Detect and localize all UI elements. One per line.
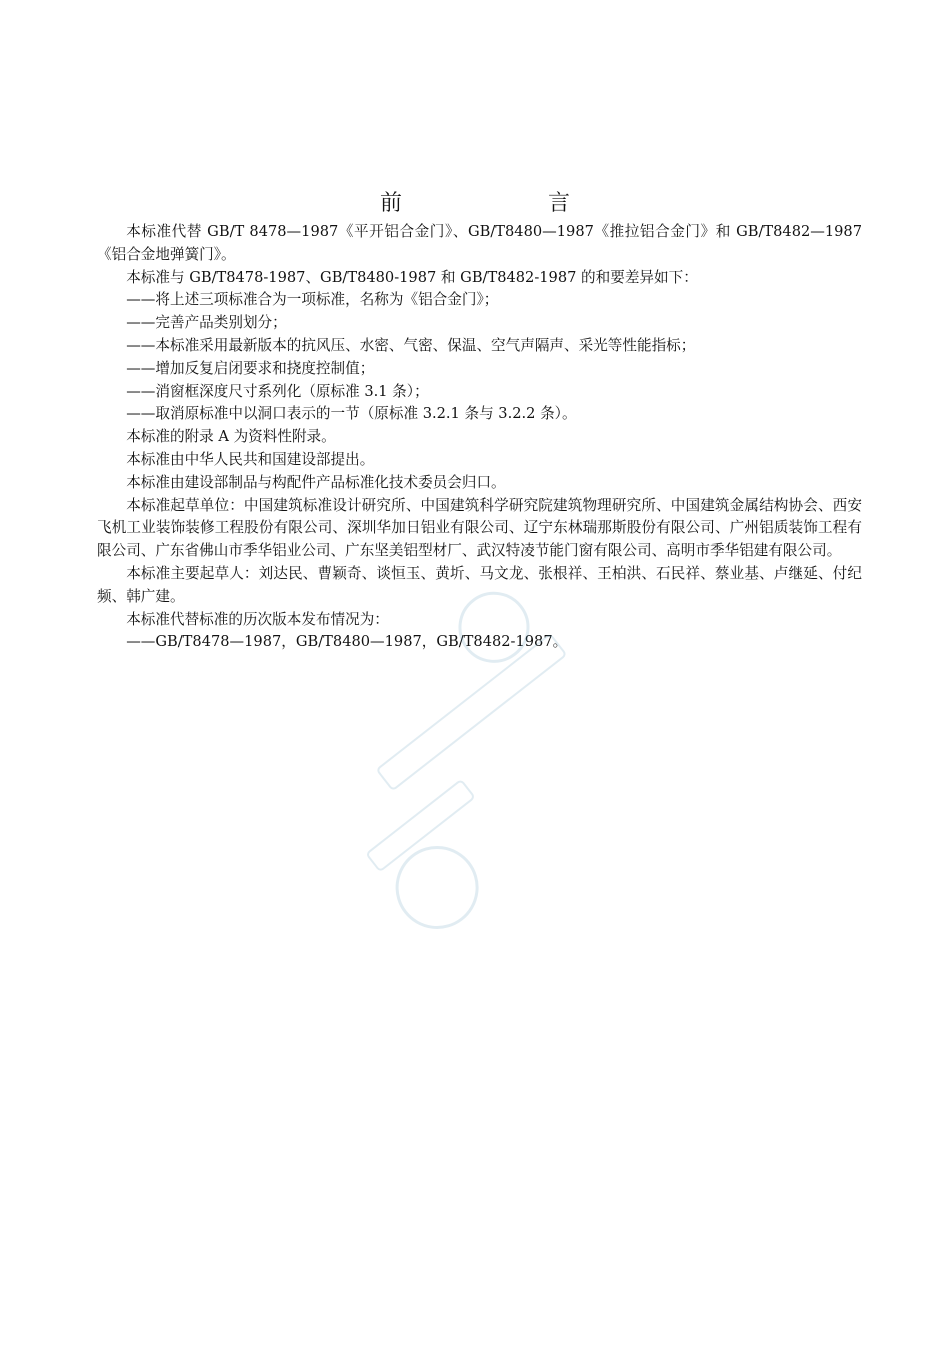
paragraph-drafters: 本标准主要起草人：刘达民、曹颖奇、谈恒玉、黄圻、马文龙、张根祥、王柏洪、石民祥、蔡业基、卢继延、付纪频、韩广建。 [97,564,862,605]
page-title: 前 言 [379,191,632,216]
paragraph-replaced-standards: 本标准代替 GB/T 8478—1987《平开铝合金门》、GB/T8480—1987《推拉铝合金门》和 GB/T8482—1987《铝合金地弹簧门》。 [97,223,862,263]
list-item-classification: ——完善产品类别划分； [126,314,287,332]
list-item-merge: ——将上述三项标准合为一项标准，名称为《铝合金门》； [126,291,499,309]
list-item-frame-depth: ——消窗框深度尺寸系列化（原标准 3.1 条）； [126,382,429,400]
paragraph-appendix: 本标准的附录 A 为资料性附录。 [126,428,336,446]
paragraph-proposed-by: 本标准由中华人民共和国建设部提出。 [126,450,375,468]
paragraph-differences-intro: 本标准与 GB/T8478-1987、GB/T8480-1987 和 GB/T8482-1987 的和要差异如下： [126,268,698,286]
document-body [97,221,862,654]
list-item-opening: ——取消原标准中以洞口表示的一节（原标准 3.2.1 条与 3.2.2 条）。 [126,405,577,423]
list-item-performance: ——本标准采用最新版本的抗风压、水密、气密、保温、空气声隔声、采光等性能指标； [126,336,696,354]
paragraph-history-intro: 本标准代替标准的历次版本发布情况为： [126,610,389,628]
paragraph-drafting-units: 本标准起草单位：中国建筑标准设计研究所、中国建筑科学研究院建筑物理研究所、中国建筑金属结构协会、西安飞机工业装饰装修工程股份有限公司、深圳华加日铝业有限公司、辽宁东林瑞那斯股份有限公司、广州铝质装饰工程有限公司、广东省佛山市季华铝业公司、广东坚美铝型材厂、武汉特凌节能门窗有限公司、高明市季华铝建有限公司。 [97,496,862,560]
list-item-deflection: ——增加反复启闭要求和挠度控制值； [126,359,375,377]
paragraph-centralized-by: 本标准由建设部制品与构配件产品标准化技术委员会归口。 [126,473,506,491]
list-item-history: ——GB/T8478—1987，GB/T8480—1987，GB/T8482-1987。 [126,633,568,651]
